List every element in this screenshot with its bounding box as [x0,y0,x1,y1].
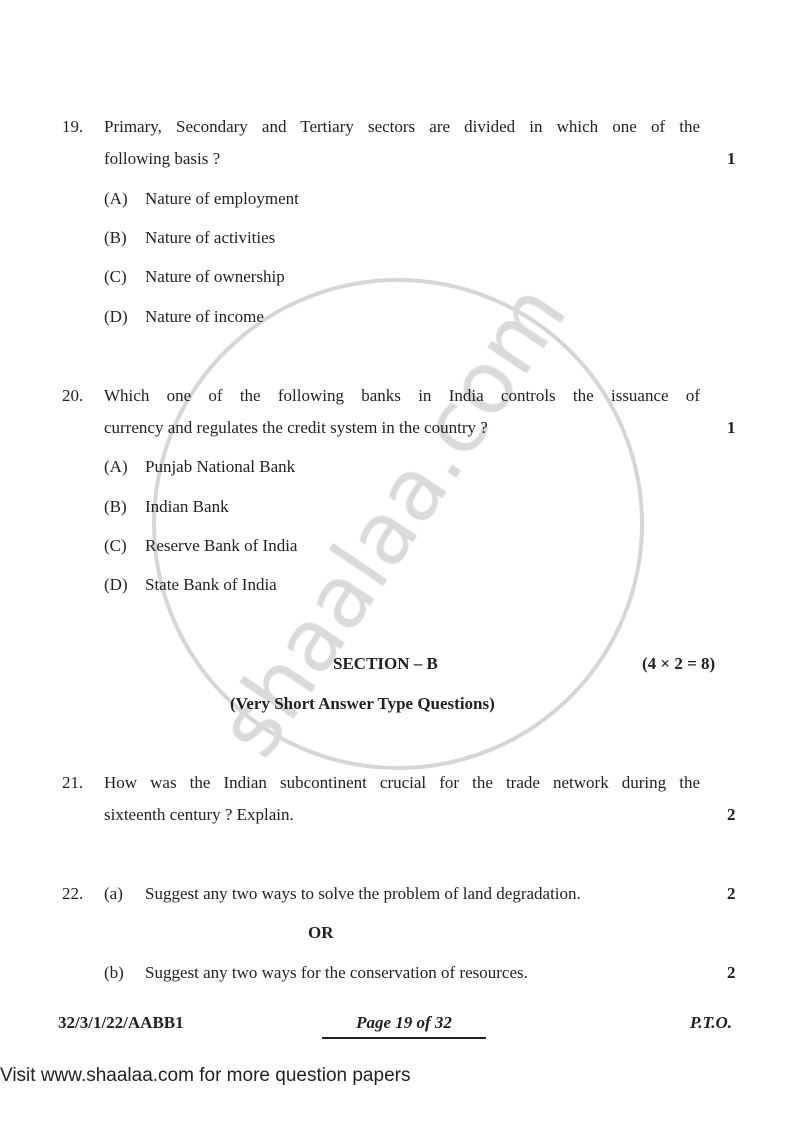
marks: 2 [727,805,736,824]
paper-code: 32/3/1/22/AABB1 [58,1013,184,1032]
question-text: sixteenth century ? Explain. [104,805,294,824]
question-text: Suggest any two ways to solve the problem of land degradation. [145,884,581,903]
option-label: (D) [104,575,128,594]
option-label: (B) [104,497,127,516]
option-label: (B) [104,228,127,247]
option: State Bank of India [145,575,277,594]
option-label: (C) [104,267,127,286]
website-banner: Visit www.shaalaa.com for more question papers [0,1065,411,1086]
option: Nature of activities [145,228,276,247]
question-text: Suggest any two ways for the conservation of resources. [145,963,528,982]
question-number: 22. [62,884,84,903]
question-number: 21. [62,773,84,792]
option: Indian Bank [145,497,229,516]
pto-label: P.T.O. [690,1013,733,1032]
section-marks: (4 × 2 = 8) [642,654,716,673]
page-number: Page 19 of 32 [322,1013,486,1039]
section-subtitle: (Very Short Answer Type Questions) [230,694,495,713]
option-label: (D) [104,307,128,326]
marks: 1 [727,418,736,437]
or-separator: OR [308,923,334,942]
marks: 2 [727,884,736,903]
section-title: SECTION – B [333,654,438,673]
option-label: (C) [104,536,127,555]
question-text: How was the Indian subcontinent crucial for the trade network during the [104,773,700,792]
question-text: following basis ? [104,149,221,168]
option: Punjab National Bank [145,457,296,476]
option: Nature of ownership [145,267,285,286]
question-text: Which one of the following banks in India controls the issuance of [104,386,700,405]
option-label: (a) [104,884,123,903]
question-number: 19. [62,117,84,136]
question-text: Primary, Secondary and Tertiary sectors are divided in which one of the [104,117,700,136]
marks: 1 [727,149,736,168]
question-number: 20. [62,386,84,405]
option-label: (A) [104,457,128,476]
marks: 2 [727,963,736,982]
option: Reserve Bank of India [145,536,298,555]
option-label: (b) [104,963,124,982]
option: Nature of income [145,307,264,326]
option: Nature of employment [145,189,299,208]
option-label: (A) [104,189,128,208]
question-text: currency and regulates the credit system in the country ? [104,418,488,437]
